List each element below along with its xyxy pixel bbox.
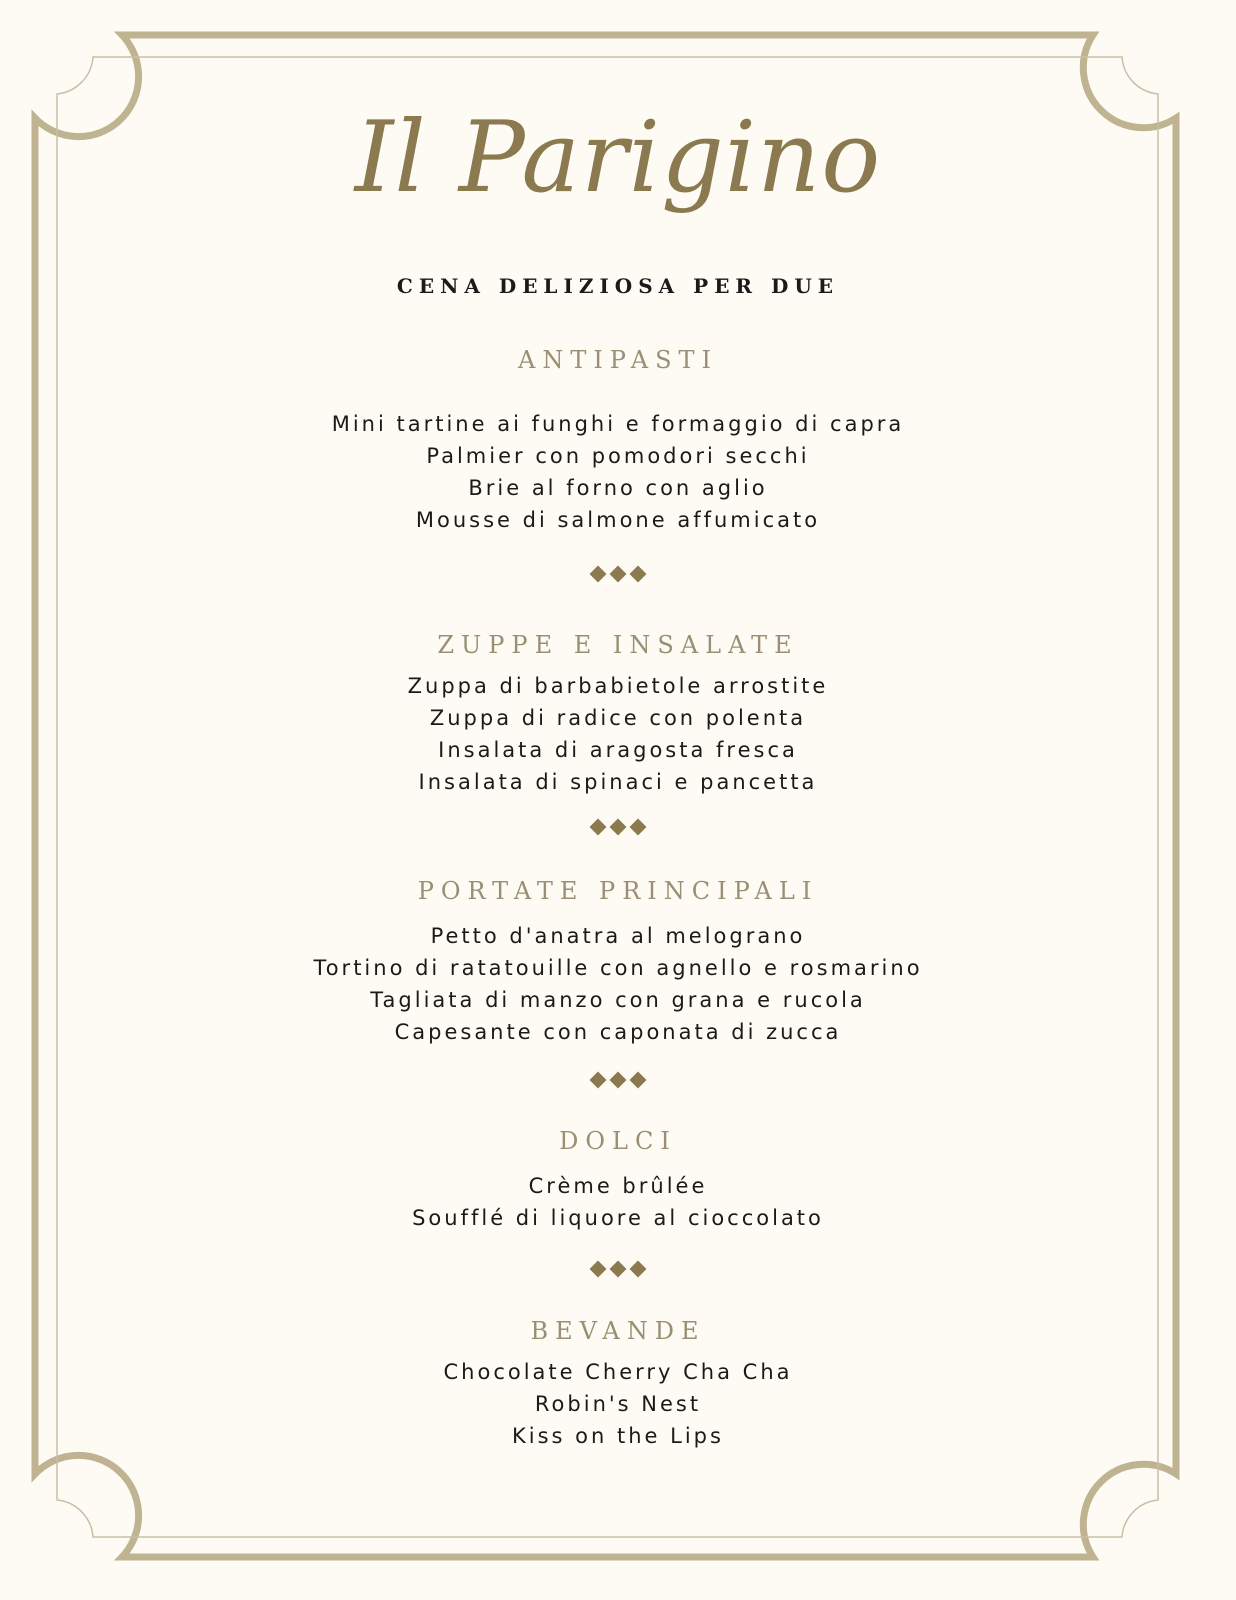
diamond-icon xyxy=(630,819,647,836)
diamond-icon xyxy=(590,566,607,583)
menu-item: Insalata di spinaci e pancetta xyxy=(418,770,818,794)
section-heading-dolci: DOLCI xyxy=(559,1127,677,1155)
restaurant-title: Il Parigino xyxy=(354,101,882,215)
diamond-icon xyxy=(610,819,627,836)
diamond-icon xyxy=(610,566,627,583)
diamond-icon xyxy=(590,1072,607,1089)
menu-item: Mini tartine ai funghi e formaggio di capra xyxy=(331,412,905,436)
menu-item: Crème brûlée xyxy=(528,1174,708,1198)
section-items-dolci xyxy=(0,1170,1236,1234)
section-divider xyxy=(0,1263,1236,1275)
diamond-icon xyxy=(610,1072,627,1089)
diamond-icon xyxy=(630,1261,647,1278)
menu-item: Capesante con caponata di zucca xyxy=(394,1020,842,1044)
menu-item: Brie al forno con aglio xyxy=(468,476,768,500)
menu-item: Petto d'anatra al melograno xyxy=(430,924,806,948)
menu-item: Tagliata di manzo con grana e rucola xyxy=(370,988,866,1012)
section-heading-portate-principali: PORTATE PRINCIPALI xyxy=(417,877,819,905)
section-heading-zuppe-e-insalate: ZUPPE E INSALATE xyxy=(437,631,799,659)
section-items-bevande xyxy=(0,1356,1236,1452)
section-items-zuppe-e-insalate xyxy=(0,670,1236,798)
diamond-icon xyxy=(630,566,647,583)
menu-item: Palmier con pomodori secchi xyxy=(426,444,810,468)
menu-item: Robin's Nest xyxy=(534,1392,702,1416)
menu-item: Zuppa di barbabietole arrostite xyxy=(407,674,829,698)
menu-item: Chocolate Cherry Cha Cha xyxy=(443,1360,793,1384)
menu-subtitle: CENA DELIZIOSA PER DUE xyxy=(396,274,840,298)
section-divider xyxy=(0,568,1236,580)
menu-item: Insalata di aragosta fresca xyxy=(438,738,798,762)
menu-item: Kiss on the Lips xyxy=(512,1424,724,1448)
diamond-icon xyxy=(630,1072,647,1089)
section-items-portate-principali xyxy=(0,920,1236,1048)
section-divider xyxy=(0,1074,1236,1086)
section-heading-bevande: BEVANDE xyxy=(530,1317,706,1345)
menu-item: Soufflé di liquore al cioccolato xyxy=(412,1206,824,1230)
diamond-icon xyxy=(590,1261,607,1278)
section-heading-antipasti: ANTIPASTI xyxy=(517,346,719,374)
section-divider xyxy=(0,821,1236,833)
diamond-icon xyxy=(610,1261,627,1278)
section-items-antipasti xyxy=(0,408,1236,536)
diamond-icon xyxy=(590,819,607,836)
menu-item: Mousse di salmone affumicato xyxy=(415,508,821,532)
menu-item: Tortino di ratatouille con agnello e rosmarino xyxy=(313,956,923,980)
menu-item: Zuppa di radice con polenta xyxy=(429,706,807,730)
